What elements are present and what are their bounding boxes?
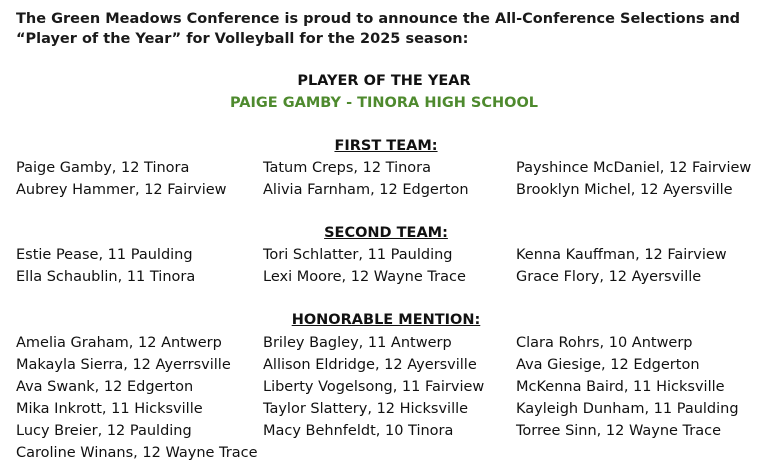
player-entry: Lucy Breier, 12 Paulding bbox=[16, 423, 192, 439]
player-entry: Briley Bagley, 11 Antwerp bbox=[263, 335, 452, 351]
player-entry: Lexi Moore, 12 Wayne Trace bbox=[263, 269, 466, 285]
table-row bbox=[16, 398, 768, 420]
second-team-heading: SECOND TEAM: bbox=[324, 225, 448, 241]
player-entry: Tori Schlatter, 11 Paulding bbox=[263, 247, 453, 263]
announcement-intro: The Green Meadows Conference is proud to announce the All-Conference Selections and “Player of the Year” for Volleyball for the 2025 season: bbox=[16, 11, 741, 47]
player-entry: Taylor Slattery, 12 Hicksville bbox=[263, 401, 469, 417]
player-entry: Estie Pease, 11 Paulding bbox=[16, 247, 193, 263]
player-entry: Mika Inkrott, 11 Hicksville bbox=[16, 401, 203, 417]
player-entry: Tatum Creps, 12 Tinora bbox=[263, 160, 432, 176]
player-entry: Aubrey Hammer, 12 Fairview bbox=[16, 182, 227, 198]
table-row bbox=[16, 376, 768, 398]
table-row bbox=[16, 420, 768, 442]
player-entry: Allison Eldridge, 12 Ayersville bbox=[263, 357, 477, 373]
table-row bbox=[16, 332, 768, 354]
player-entry: Kenna Kauffman, 12 Fairview bbox=[516, 247, 727, 263]
player-entry: Makayla Sierra, 12 Ayerrsville bbox=[16, 357, 231, 373]
player-entry: Ava Giesige, 12 Edgerton bbox=[516, 357, 700, 373]
player-entry: Ava Swank, 12 Edgerton bbox=[16, 379, 194, 395]
first-team-list bbox=[16, 157, 768, 201]
player-entry: Amelia Graham, 12 Antwerp bbox=[16, 335, 222, 351]
table-row bbox=[16, 354, 768, 376]
honorable-mention-heading: HONORABLE MENTION: bbox=[291, 312, 481, 328]
player-entry: Alivia Farnham, 12 Edgerton bbox=[263, 182, 469, 198]
player-entry: McKenna Baird, 11 Hicksville bbox=[516, 379, 725, 395]
player-entry: Payshince McDaniel, 12 Fairview bbox=[516, 160, 752, 176]
player-entry: Grace Flory, 12 Ayersville bbox=[516, 269, 702, 285]
honorable-mention-list bbox=[16, 332, 768, 464]
player-entry: Caroline Winans, 12 Wayne Trace bbox=[16, 445, 258, 461]
table-row bbox=[16, 179, 768, 201]
player-entry: Clara Rohrs, 10 Antwerp bbox=[516, 335, 693, 351]
player-entry: Ella Schaublin, 11 Tinora bbox=[16, 269, 196, 285]
player-entry: Kayleigh Dunham, 11 Paulding bbox=[516, 401, 739, 417]
first-team-heading: FIRST TEAM: bbox=[334, 138, 438, 154]
table-row bbox=[16, 244, 768, 266]
player-entry: Paige Gamby, 12 Tinora bbox=[16, 160, 190, 176]
player-of-year-heading: PLAYER OF THE YEAR bbox=[297, 73, 471, 89]
player-of-year-name: PAIGE GAMBY - TINORA HIGH SCHOOL bbox=[229, 95, 539, 111]
player-entry: Torree Sinn, 12 Wayne Trace bbox=[516, 423, 722, 439]
player-entry: Brooklyn Michel, 12 Ayersville bbox=[516, 182, 733, 198]
player-entry: Liberty Vogelsong, 11 Fairview bbox=[263, 379, 485, 395]
table-row bbox=[16, 442, 768, 464]
table-row bbox=[16, 266, 768, 288]
table-row bbox=[16, 157, 768, 179]
second-team-list bbox=[16, 244, 768, 288]
player-entry: Macy Behnfeldt, 10 Tinora bbox=[263, 423, 454, 439]
